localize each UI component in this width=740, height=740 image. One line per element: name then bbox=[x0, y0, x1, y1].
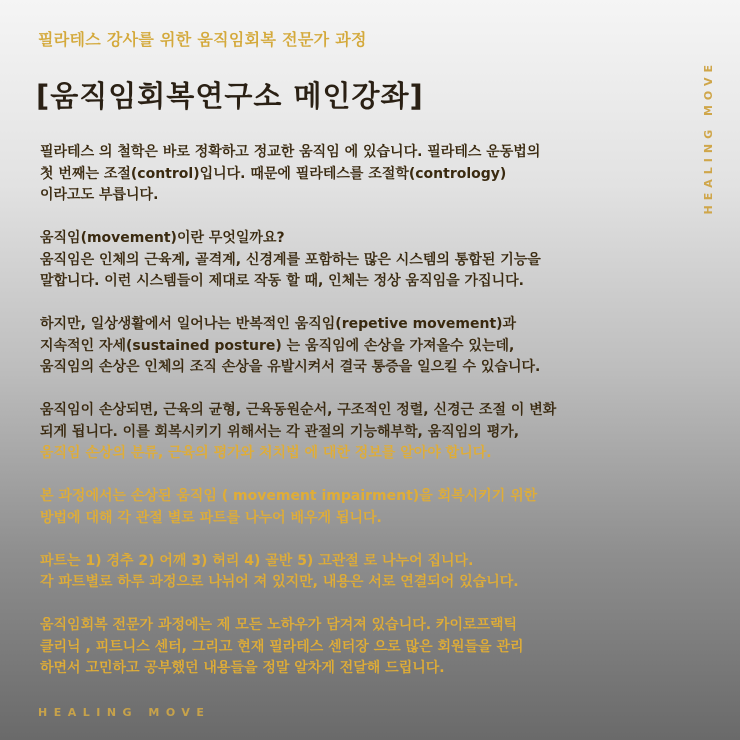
course-subtitle: 필라테스 강사를 위한 움직임회복 전문가 과정 bbox=[38, 30, 367, 49]
text-line: 각 파트별로 하루 과정으로 나뉘어 져 있지만, 내용은 서로 연결되어 있습니다. bbox=[40, 574, 519, 590]
paragraph bbox=[40, 615, 690, 680]
text-line: 이라고도 부릅니다. bbox=[40, 187, 159, 203]
text-line: 방법에 대해 각 관절 별로 파트를 나누어 배우게 됩니다. bbox=[40, 509, 382, 526]
text-line: 움직임(movement)이란 무엇일까요? bbox=[40, 230, 285, 246]
paragraph bbox=[40, 551, 690, 594]
text-line: 본 과정에서는 손상된 움직임 ( movement impairment)을 회복시키기 위한 bbox=[40, 488, 538, 504]
text-line: 움직임이 손상되면, 근육의 균형, 근육동원순서, 구조적인 정렬, 신경근 조절 이 변화 bbox=[40, 402, 557, 418]
text-line: 필라테스 의 철학은 바로 정확하고 정교한 움직임 에 있습니다. 필라테스 운동법의 bbox=[40, 144, 541, 160]
paragraph bbox=[40, 314, 690, 379]
body-text bbox=[40, 142, 690, 701]
text-line: 말합니다. 이런 시스템들이 제대로 작동 할 때, 인체는 정상 움직임을 가집니다. bbox=[40, 273, 524, 289]
text-line: 하지만, 일상생활에서 일어나는 반복적인 움직임(repetive movement)과 bbox=[40, 316, 517, 332]
side-brand-watermark: HEALING MOVE bbox=[702, 60, 715, 215]
text-line: 하면서 고민하고 공부했던 내용들을 정말 알차게 전달해 드립니다. bbox=[40, 660, 445, 676]
text-line: 움직임 손상의 분류, 근육의 평가와 처치법 에 대한 정보를 알아야 합니다. bbox=[40, 445, 492, 461]
paragraph bbox=[40, 142, 690, 207]
text-line: 움직임의 손상은 인체의 조직 손상을 유발시켜서 결국 통증을 일으킬 수 있습니다. bbox=[40, 359, 541, 375]
text-line: 움직임회복 전문가 과정에는 제 모든 노하우가 담겨져 있습니다. 카이로프랙틱 bbox=[40, 617, 518, 633]
paragraph bbox=[40, 486, 690, 529]
footer-brand: HEALING MOVE bbox=[38, 706, 211, 719]
text-line: 되게 됩니다. 이를 회복시키기 위해서는 각 관절의 기능해부학, 움직임의 평가, bbox=[40, 423, 520, 440]
text-line: 첫 번째는 조절(control)입니다. 때문에 필라테스를 조절학(contrology) bbox=[40, 165, 507, 182]
text-line: 움직임은 인체의 근육계, 골격계, 신경계를 포함하는 많은 시스템의 통합된 기능을 bbox=[40, 251, 541, 268]
text-line: 클리닉 , 피트니스 센터, 그리고 현재 필라테스 센터장 으로 많은 회원들을 관리 bbox=[40, 638, 524, 655]
text-line: 파트는 1) 경추 2) 어깨 3) 허리 4) 골반 5) 고관절 로 나누어 집니다. bbox=[40, 552, 474, 569]
paragraph bbox=[40, 228, 690, 293]
paragraph bbox=[40, 400, 690, 465]
text-line: 지속적인 자세(sustained posture) 는 움직임에 손상을 가져올수 있는데, bbox=[40, 337, 515, 354]
page-title: [움직임회복연구소 메인강좌] bbox=[36, 79, 424, 113]
